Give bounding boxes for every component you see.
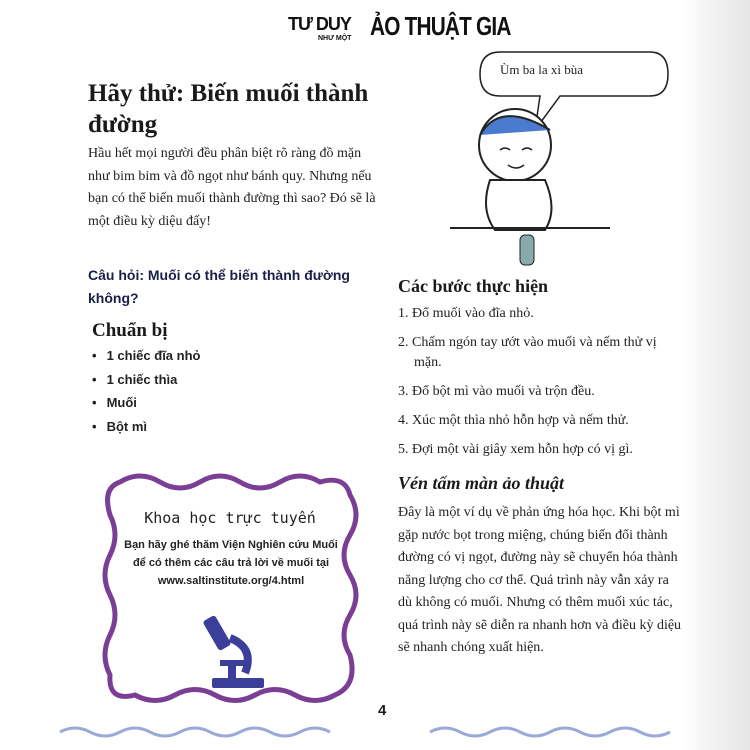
page-edge-shadow	[680, 0, 750, 750]
logo-text-small: NHƯ MỘT	[318, 35, 352, 42]
list-item: • Bột mì	[92, 419, 200, 443]
microscope-icon	[200, 608, 270, 693]
intro-paragraph: Hầu hết mọi người đều phân biệt rõ ràng đồ mặn như bim bim và đồ ngọt như bánh quy. Nhưng nếu bạn có thể biến muối thành đường thì sao? Đó sẽ là một điều kỳ diệu đấy!	[88, 146, 376, 229]
online-box-text: Bạn hãy ghé thăm Viện Nghiên cứu Muối để có thêm các câu trả lời về muối tại www.saltinstitute.org/4.html	[124, 539, 338, 587]
steps-list	[398, 304, 683, 469]
step-item: 1. Đổ muối vào đĩa nhỏ.	[398, 306, 534, 321]
prep-list	[92, 348, 200, 442]
page-title: Hãy thử: Biến muối thành đường	[88, 80, 369, 138]
step-item: 5. Đợi một vài giây xem hỗn hợp có vị gì.	[398, 442, 633, 457]
logo-text-1: TƯ DUY	[288, 14, 351, 34]
reveal-paragraph: Đây là một ví dụ về phản ứng hóa học. Khi bột mì gặp nước bọt trong miệng, chúng biến đổi thành đường có vị ngọt, đường này sẽ chuyển hóa thành năng lượng cho cơ thể. Quá trình này vẫn xảy ra dù không có muối. Nhưng có thêm muối xúc tác, quá trình này sẽ diễn ra nhanh hơn và điều kỳ diệu sẽ nhanh chóng xuất hiện.	[398, 505, 682, 655]
bottom-wavy-line	[0, 722, 750, 742]
speech-bubble-text: Ùm ba la xì bùa	[500, 62, 584, 77]
step-item: 4. Xúc một thìa nhỏ hỗn hợp và nếm thử.	[398, 413, 629, 428]
logo-text-2: ẢO THUẬT GIA	[370, 11, 511, 41]
reveal-heading: Vén tấm màn ảo thuật	[398, 473, 565, 493]
page-number: 4	[378, 702, 387, 719]
online-box-title: Khoa học trực tuyến	[144, 509, 316, 527]
list-item: • 1 chiếc đĩa nhỏ	[92, 348, 200, 372]
steps-heading: Các bước thực hiện	[398, 276, 549, 296]
question: Câu hỏi: Muối có thể biến thành đường không?	[88, 267, 350, 306]
list-item: • Muối	[92, 395, 200, 419]
step-item: 3. Đổ bột mì vào muối và trộn đều.	[398, 384, 595, 399]
step-item: 2. Chấm ngón tay ướt vào muối và nếm thử vị mặn.	[398, 335, 657, 370]
list-item: • 1 chiếc thìa	[92, 372, 200, 396]
prep-heading: Chuẩn bị	[92, 320, 168, 341]
